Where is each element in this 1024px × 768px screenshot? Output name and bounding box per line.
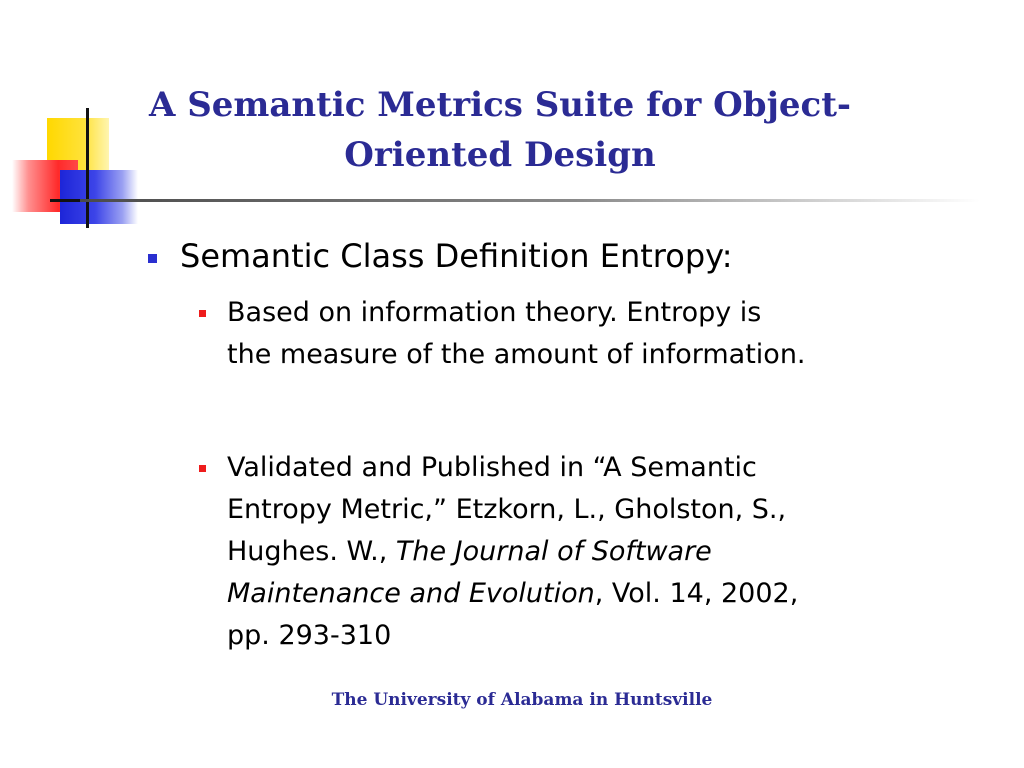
sub-bullet-2-line-1: Validated and Published in “A Semantic <box>227 452 757 483</box>
sub-bullet-2-line-3-plain: Hughes. W., <box>227 536 396 567</box>
journal-title-part-1: The Journal of Software <box>395 536 712 567</box>
bullet-square-icon <box>148 254 157 263</box>
sub-bullet-2 <box>227 447 987 657</box>
sub-bullet-1-line-1: Based on information theory. Entropy is <box>227 297 762 328</box>
main-bullet-text: Semantic Class Definition Entropy: <box>180 237 733 275</box>
journal-title-part-2: Maintenance and Evolution <box>227 578 595 609</box>
vertical-line-shape <box>86 108 89 228</box>
footer-university: The University of Alabama in Huntsville <box>331 690 713 710</box>
sub-bullet-2-line-4-plain: , Vol. 14, 2002, <box>594 578 799 609</box>
title-line-2: Oriented Design <box>344 135 656 175</box>
sub-bullet-square-icon <box>199 465 206 472</box>
sub-bullet-square-icon <box>199 310 206 317</box>
sub-bullet-1-line-2: the measure of the amount of information. <box>227 339 806 370</box>
title-divider-rule <box>80 199 980 202</box>
title-line-1: A Semantic Metrics Suite for Object- <box>148 85 852 125</box>
sub-bullet-1 <box>227 292 987 376</box>
sub-bullet-2-line-5: pp. 293-310 <box>227 620 392 651</box>
sub-bullet-2-line-2: Entropy Metric,” Etzkorn, L., Gholston, S., <box>227 494 787 525</box>
slide-title <box>120 80 880 180</box>
